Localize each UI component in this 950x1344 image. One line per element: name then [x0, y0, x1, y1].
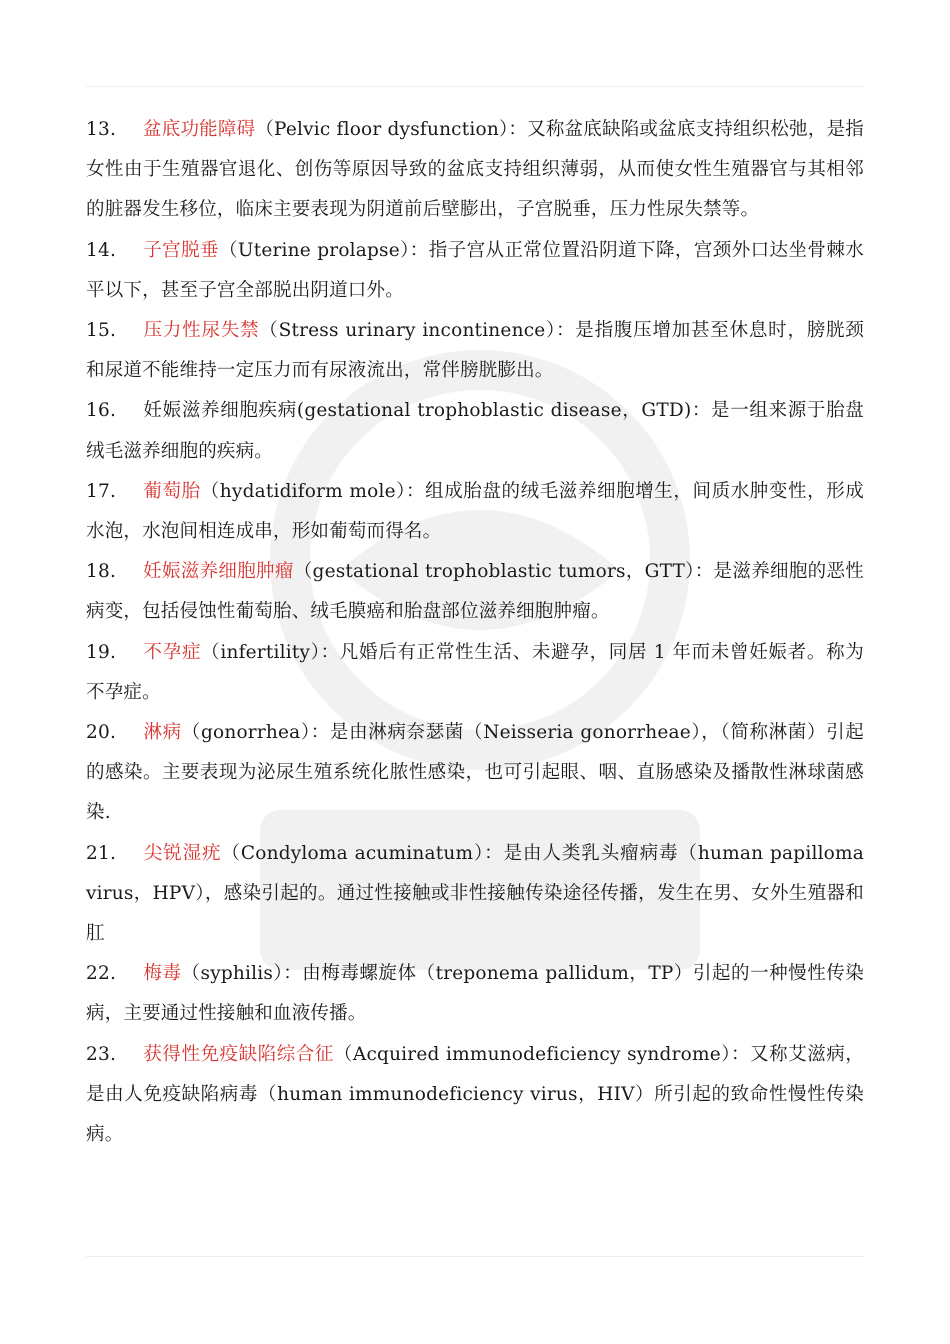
entry-term: 子宫脱垂: [143, 239, 219, 261]
entry-text: （Pelvic floor dysfunction）：又称盆底缺陷或盆底支持组织松弛，是指女性由于生殖器官退化、创伤等原因导致的盆底支持组织薄弱，从而使女性生殖器官与其相邻的脏器发生移位，临床主要表现为阴道前后壁膨出，子宫脱垂，压力性尿失禁等。: [86, 119, 864, 221]
entry-text: （Acquired immunodeficiency syndrome）：又称艾滋病，是由人免疫缺陷病毒（human immunodeficiency virus，HIV）所引起的致命性慢性传染病。: [86, 1043, 864, 1146]
entry-text: （gestational trophoblastic tumors，GTT）：是滋养细胞的恶性病变，包括侵蚀性葡萄胎、绒毛膜癌和胎盘部位滋养细胞肿瘤。: [86, 561, 865, 623]
top-divider: [86, 86, 864, 87]
entry-number: 16.: [86, 400, 117, 422]
definition-entry-16: [86, 391, 864, 471]
entry-number: 13.: [86, 119, 117, 140]
entry-term: 盆底功能障碍: [143, 119, 256, 140]
entry-term: 妊娠滋养细胞肿瘤: [143, 561, 294, 583]
entry-text: （hydatidiform mole）：组成胎盘的绒毛滋养细胞增生，间质水肿变性，形成水泡，水泡间相连成串，形如葡萄而得名。: [86, 480, 864, 543]
entry-number: 15.: [86, 320, 117, 342]
entry-number: 20.: [86, 722, 117, 744]
definition-entry-18: [86, 552, 864, 632]
definition-entry-22: [86, 954, 864, 1034]
definition-entry-20: [86, 713, 864, 834]
definition-entry-17: [86, 472, 864, 552]
entry-text: （Uterine prolapse）：指子宫从正常位置沿阴道下降，宫颈外口达坐骨棘水平以下，甚至子宫全部脱出阴道口外。: [86, 239, 864, 301]
definition-entry-19: [86, 633, 864, 713]
entry-number: 18.: [86, 561, 117, 583]
definition-entry-13: [86, 110, 864, 231]
entry-text: （Stress urinary incontinence）：是指腹压增加甚至休息时，膀胱颈和尿道不能维持一定压力而有尿液流出，常伴膀胱膨出。: [86, 320, 864, 382]
entry-text: （syphilis）：由梅毒螺旋体（treponema pallidum，TP）引起的一种慢性传染病，主要通过性接触和血液传播。: [86, 963, 865, 1025]
entry-term: 梅毒: [143, 963, 182, 985]
definitions-list: [86, 110, 864, 1155]
definition-entry-21: [86, 834, 864, 955]
entry-text: 妊娠滋养细胞疾病(gestational trophoblastic disease，GTD)：是一组来源于胎盘绒毛滋养细胞的疾病。: [86, 400, 864, 462]
entry-number: 22.: [86, 963, 117, 985]
entry-number: 21.: [86, 842, 117, 864]
bottom-divider: [86, 1256, 864, 1257]
definition-entry-14: [86, 231, 864, 311]
entry-term: 葡萄胎: [143, 480, 201, 502]
entry-number: 23.: [86, 1043, 117, 1065]
entry-term: 获得性免疫缺陷综合征: [143, 1043, 334, 1065]
entry-term: 不孕症: [143, 641, 202, 663]
entry-text: （gonorrhea）：是由淋病奈瑟菌（Neisseria gonorrheae），（简称淋菌）引起的感染。主要表现为泌尿生殖系统化脓性感染，也可引起眼、咽、直肠感染及播散性淋球菌感染.: [86, 722, 864, 824]
entry-text: （Condyloma acuminatum）：是由人类乳头瘤病毒（human papilloma virus，HPV），感染引起的。通过性接触或非性接触传染途径传播，发生在男、女外生殖器和肛: [86, 842, 864, 945]
entry-text: （infertility）：凡婚后有正常性生活、未避孕，同居 1 年而未曾妊娠者。称为不孕症。: [86, 641, 864, 703]
entry-number: 14.: [86, 239, 117, 261]
definition-entry-15: [86, 311, 864, 391]
entry-term: 压力性尿失禁: [143, 320, 260, 342]
entry-number: 19.: [86, 641, 117, 663]
entry-term: 尖锐湿疣: [143, 842, 222, 864]
entry-number: 17.: [86, 480, 117, 502]
definition-entry-23: [86, 1035, 864, 1156]
entry-term: 淋病: [143, 722, 182, 744]
